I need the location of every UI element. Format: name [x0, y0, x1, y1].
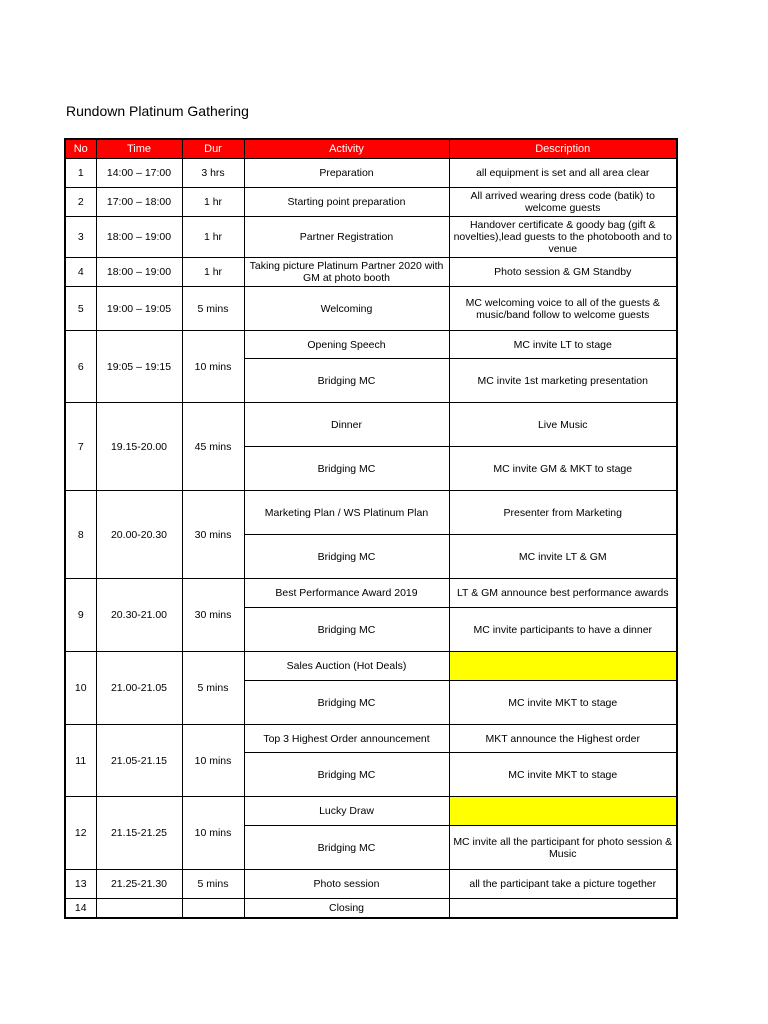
table-row: [65, 652, 677, 681]
row-time: 19:05 – 19:15: [96, 331, 182, 403]
row-number: 14: [65, 899, 96, 918]
row-description: Photo session & GM Standby: [449, 258, 677, 287]
table-row: [65, 579, 677, 608]
row-activity: Dinner: [244, 403, 449, 447]
table-row: [65, 159, 677, 188]
header-no: No: [65, 139, 96, 159]
row-duration: 1 hr: [182, 258, 244, 287]
row-activity: Bridging MC: [244, 753, 449, 797]
row-description: LT & GM announce best performance awards: [449, 579, 677, 608]
row-number: 6: [65, 331, 96, 403]
row-activity: Bridging MC: [244, 681, 449, 725]
row-duration: 30 mins: [182, 491, 244, 579]
rundown-table: [64, 138, 678, 919]
row-number: 1: [65, 159, 96, 188]
row-description-highlight: [449, 652, 677, 681]
row-number: 9: [65, 579, 96, 652]
row-activity: Starting point preparation: [244, 188, 449, 217]
document-title: Rundown Platinum Gathering: [66, 103, 249, 119]
row-time: 20.30-21.00: [96, 579, 182, 652]
row-duration: 1 hr: [182, 217, 244, 258]
rundown-body: [65, 159, 677, 918]
row-duration: [182, 899, 244, 918]
row-activity: Partner Registration: [244, 217, 449, 258]
row-activity: Preparation: [244, 159, 449, 188]
row-description: Presenter from Marketing: [449, 491, 677, 535]
row-description: all equipment is set and all area clear: [449, 159, 677, 188]
row-activity: Bridging MC: [244, 359, 449, 403]
table-row: [65, 258, 677, 287]
header-activity: Activity: [244, 139, 449, 159]
row-time: 21.15-21.25: [96, 797, 182, 870]
row-number: 2: [65, 188, 96, 217]
row-duration: 5 mins: [182, 870, 244, 899]
row-description: MC invite MKT to stage: [449, 681, 677, 725]
table-row: [65, 403, 677, 447]
row-time: 17:00 – 18:00: [96, 188, 182, 217]
row-time: 18:00 – 19:00: [96, 217, 182, 258]
table-row: [65, 188, 677, 217]
row-description: MC invite GM & MKT to stage: [449, 447, 677, 491]
row-description: MC welcoming voice to all of the guests & music/band follow to welcome guests: [449, 287, 677, 331]
row-duration: 30 mins: [182, 579, 244, 652]
table-row: [65, 217, 677, 258]
row-time: 21.05-21.15: [96, 725, 182, 797]
row-duration: 10 mins: [182, 797, 244, 870]
row-duration: 45 mins: [182, 403, 244, 491]
row-activity: Welcoming: [244, 287, 449, 331]
row-activity: Opening Speech: [244, 331, 449, 359]
header-time: Time: [96, 139, 182, 159]
row-time: 19:00 – 19:05: [96, 287, 182, 331]
table-row: [65, 287, 677, 331]
row-time: 21.00-21.05: [96, 652, 182, 725]
row-activity: Top 3 Highest Order announcement: [244, 725, 449, 753]
row-activity: Taking picture Platinum Partner 2020 with GM at photo booth: [244, 258, 449, 287]
row-activity: Lucky Draw: [244, 797, 449, 826]
row-number: 12: [65, 797, 96, 870]
row-activity: Marketing Plan / WS Platinum Plan: [244, 491, 449, 535]
table-row: [65, 899, 677, 918]
row-time: 20.00-20.30: [96, 491, 182, 579]
row-activity: Closing: [244, 899, 449, 918]
row-description-highlight: [449, 797, 677, 826]
row-description: Live Music: [449, 403, 677, 447]
row-time: [96, 899, 182, 918]
table-row: [65, 491, 677, 535]
row-duration: 5 mins: [182, 652, 244, 725]
row-activity: Best Performance Award 2019: [244, 579, 449, 608]
row-description: All arrived wearing dress code (batik) to welcome guests: [449, 188, 677, 217]
table-row: [65, 797, 677, 826]
row-number: 8: [65, 491, 96, 579]
row-activity: Bridging MC: [244, 608, 449, 652]
row-description: MC invite 1st marketing presentation: [449, 359, 677, 403]
row-activity: Photo session: [244, 870, 449, 899]
row-number: 7: [65, 403, 96, 491]
row-description: MC invite LT & GM: [449, 535, 677, 579]
row-description: MC invite participants to have a dinner: [449, 608, 677, 652]
header-dur: Dur: [182, 139, 244, 159]
row-duration: 10 mins: [182, 725, 244, 797]
table-header-row: [65, 139, 677, 159]
header-description: Description: [449, 139, 677, 159]
row-description: [449, 899, 677, 918]
row-number: 3: [65, 217, 96, 258]
row-description: MC invite MKT to stage: [449, 753, 677, 797]
row-activity: Bridging MC: [244, 447, 449, 491]
row-duration: 1 hr: [182, 188, 244, 217]
row-duration: 3 hrs: [182, 159, 244, 188]
table-row: [65, 870, 677, 899]
row-time: 18:00 – 19:00: [96, 258, 182, 287]
row-number: 4: [65, 258, 96, 287]
table-row: [65, 725, 677, 753]
row-time: 19.15-20.00: [96, 403, 182, 491]
row-description: Handover certificate & goody bag (gift & novelties),lead guests to the photobooth and to venue: [449, 217, 677, 258]
row-number: 5: [65, 287, 96, 331]
row-description: all the participant take a picture together: [449, 870, 677, 899]
row-time: 14:00 – 17:00: [96, 159, 182, 188]
row-number: 11: [65, 725, 96, 797]
row-activity: Bridging MC: [244, 535, 449, 579]
row-description: MC invite LT to stage: [449, 331, 677, 359]
row-activity: Sales Auction (Hot Deals): [244, 652, 449, 681]
row-number: 10: [65, 652, 96, 725]
row-duration: 10 mins: [182, 331, 244, 403]
row-duration: 5 mins: [182, 287, 244, 331]
row-number: 13: [65, 870, 96, 899]
table-row: [65, 331, 677, 359]
row-time: 21.25-21.30: [96, 870, 182, 899]
row-description: MC invite all the participant for photo session & Music: [449, 826, 677, 870]
row-activity: Bridging MC: [244, 826, 449, 870]
row-description: MKT announce the Highest order: [449, 725, 677, 753]
